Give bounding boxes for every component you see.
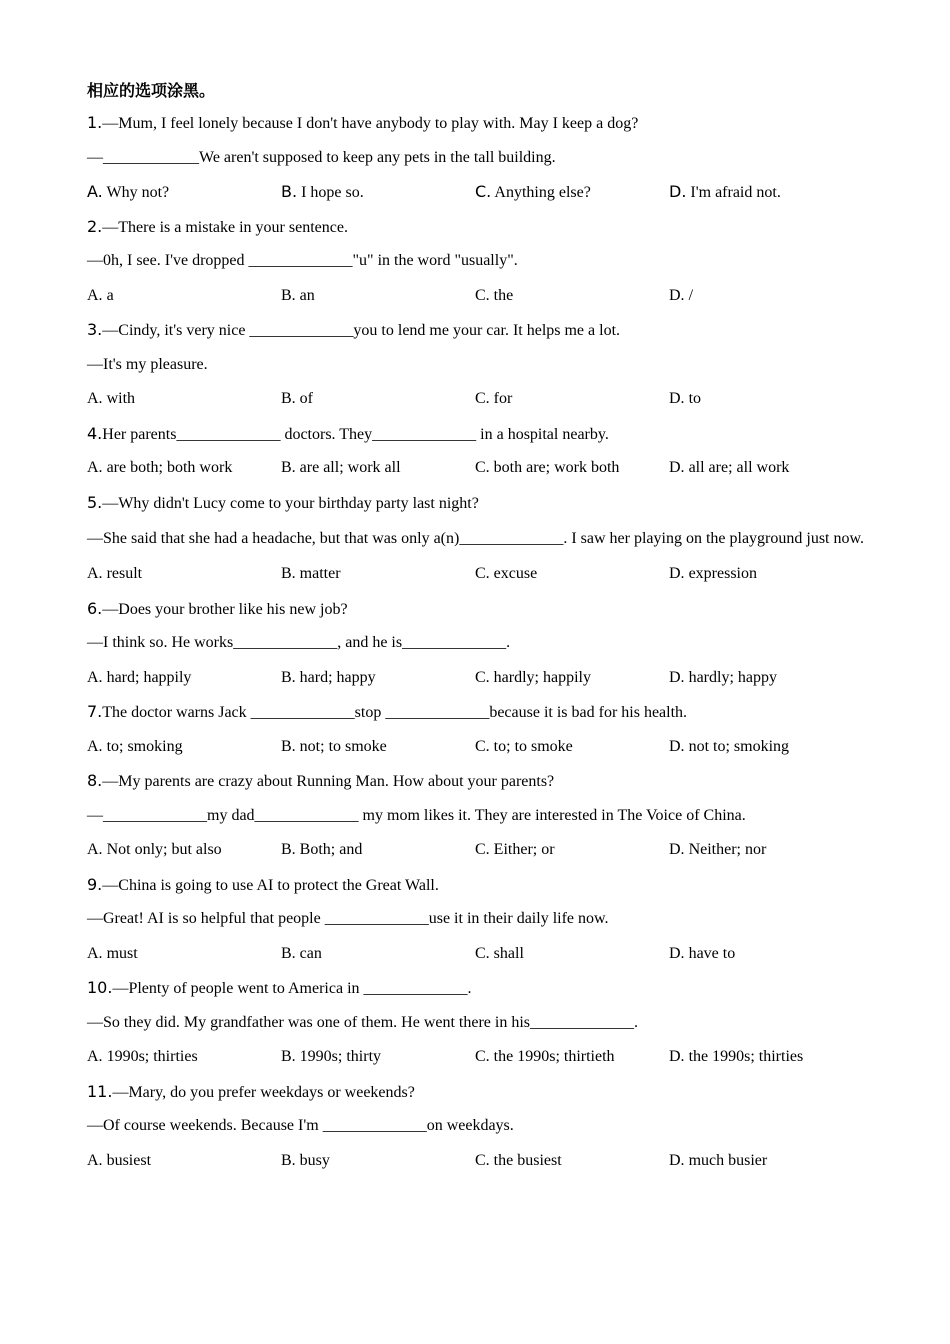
option-text: the 1990s; thirties [688, 1048, 804, 1065]
option-a[interactable] [87, 382, 281, 417]
option-b[interactable] [281, 1040, 475, 1075]
option-text: of [299, 390, 313, 407]
option-c[interactable] [475, 937, 669, 972]
option-letter: D. [669, 737, 685, 755]
options-row [87, 279, 877, 314]
question-text: —There is a mistake in your sentence. [102, 218, 348, 236]
question-number: 9. [87, 874, 103, 894]
question-text: —Why didn't Lucy come to your birthday party last night? [102, 494, 479, 512]
question-number: 7. [87, 702, 103, 721]
option-d[interactable] [669, 730, 789, 765]
option-letter: A. [87, 390, 103, 407]
option-text: busiest [106, 1151, 152, 1169]
option-c[interactable] [475, 1040, 669, 1075]
option-text: Both; and [299, 841, 363, 858]
option-letter: C. [475, 1048, 490, 1065]
option-text: much busier [688, 1151, 768, 1169]
question-10 [87, 971, 877, 1075]
question-6 [87, 592, 877, 696]
option-text: result [106, 565, 143, 582]
question-line [87, 486, 877, 521]
option-c[interactable] [475, 175, 669, 210]
question-line [87, 764, 877, 799]
option-letter: B. [281, 944, 296, 962]
option-b[interactable] [281, 557, 475, 592]
option-text: all are; all work [688, 459, 790, 476]
question-text: —My parents are crazy about Running Man. How about your parents? [102, 773, 555, 790]
option-d[interactable] [669, 382, 701, 417]
question-5 [87, 486, 877, 592]
question-text: The doctor warns Jack _____________stop _____________because it is bad for his health. [102, 704, 688, 721]
question-text: —So they did. My grandfather was one of them. He went there in his_____________. [87, 1013, 639, 1031]
option-letter: B. [281, 668, 296, 686]
option-d[interactable] [669, 937, 735, 972]
option-letter: D. [669, 944, 685, 962]
option-a[interactable] [87, 730, 281, 765]
question-line [87, 902, 877, 937]
question-number: 1. [87, 113, 103, 132]
document-page [87, 76, 877, 1178]
question-line [87, 244, 877, 279]
question-number: 11. [87, 1081, 113, 1101]
question-4 [87, 417, 877, 486]
question-8 [87, 764, 877, 868]
options-row [87, 175, 877, 210]
option-text: the 1990s; thirtieth [493, 1048, 615, 1065]
option-d[interactable] [669, 557, 757, 592]
option-a[interactable] [87, 937, 281, 972]
option-text: can [299, 944, 322, 962]
option-c[interactable] [475, 382, 669, 417]
question-line [87, 592, 877, 627]
option-c[interactable] [475, 730, 669, 765]
options-row [87, 557, 877, 592]
option-d[interactable] [669, 833, 766, 868]
option-letter: A. [87, 944, 103, 962]
option-a[interactable] [87, 451, 281, 486]
question-7 [87, 695, 877, 764]
question-line [87, 626, 877, 661]
question-number: 3. [87, 320, 103, 339]
question-line [87, 417, 877, 452]
option-b[interactable] [281, 937, 475, 972]
question-text: —Great! AI is so helpful that people _____________use it in their daily life now. [87, 910, 609, 927]
option-letter: B. [281, 182, 298, 201]
option-d[interactable] [669, 451, 789, 486]
option-text: to; to smoke [493, 737, 573, 755]
option-b[interactable] [281, 279, 475, 314]
option-a[interactable] [87, 833, 281, 868]
option-letter: B. [281, 390, 296, 407]
option-b[interactable] [281, 1144, 475, 1179]
question-text: —Mary, do you prefer weekdays or weekends? [112, 1083, 415, 1101]
option-a[interactable] [87, 1144, 281, 1179]
option-text: hardly; happily [493, 668, 591, 686]
question-text: —_____________my dad_____________ my mom likes it. They are interested in The Voice of China. [87, 806, 746, 824]
option-letter: B. [281, 737, 296, 755]
option-letter: B. [281, 459, 296, 476]
section-instruction: 相应的选项涂黑。 [87, 81, 216, 100]
option-d[interactable] [669, 1040, 803, 1075]
option-text: must [106, 944, 138, 962]
option-text: the [493, 286, 514, 304]
option-b[interactable] [281, 451, 475, 486]
question-text: —0h, I see. I've dropped _____________"u" in the word "usually". [87, 252, 518, 269]
option-letter: A. [87, 565, 103, 582]
option-letter: A. [87, 1048, 103, 1065]
option-letter: A. [87, 459, 103, 476]
option-letter: A. [87, 668, 103, 686]
option-a[interactable] [87, 661, 281, 696]
option-text: expression [688, 565, 757, 582]
question-text: —Cindy, it's very nice _____________you to lend me your car. It helps me a lot. [102, 322, 621, 339]
option-b[interactable] [281, 382, 475, 417]
options-row [87, 937, 877, 972]
option-letter: C. [475, 668, 490, 686]
option-text: Why not? [106, 184, 170, 201]
option-text: an [299, 286, 315, 304]
option-letter: D. [669, 390, 685, 407]
option-d[interactable] [669, 175, 781, 210]
option-text: not; to smoke [299, 737, 387, 755]
option-letter: D. [669, 1151, 685, 1169]
question-line [87, 141, 877, 176]
option-letter: D. [669, 459, 685, 476]
option-text: 1990s; thirties [106, 1048, 198, 1065]
option-text: not to; smoking [688, 737, 790, 755]
option-letter: C. [475, 286, 490, 304]
option-text: hard; happily [106, 668, 192, 686]
option-text: matter [299, 565, 341, 582]
option-d[interactable] [669, 1144, 767, 1179]
question-number: 5. [87, 492, 103, 512]
option-text: the busiest [493, 1151, 562, 1169]
options-row [87, 833, 877, 868]
option-letter: A. [87, 737, 103, 755]
option-letter: C. [475, 459, 490, 476]
question-line [87, 799, 877, 834]
option-text: a [106, 286, 114, 304]
option-letter: A. [87, 841, 103, 858]
option-c[interactable] [475, 833, 669, 868]
option-text: have to [688, 944, 736, 962]
option-b[interactable] [281, 730, 475, 765]
option-a[interactable] [87, 175, 281, 210]
option-text: shall [493, 944, 524, 962]
option-text: are both; both work [106, 459, 233, 476]
question-3 [87, 313, 877, 417]
question-text: —China is going to use AI to protect the Great Wall. [102, 876, 439, 894]
question-number: 2. [87, 216, 103, 236]
question-line [87, 520, 877, 557]
option-letter: C. [475, 182, 492, 201]
option-text: with [106, 390, 136, 407]
question-number: 10. [87, 978, 113, 997]
option-letter: A. [87, 286, 103, 304]
question-line [87, 1006, 877, 1041]
option-text: / [688, 286, 694, 304]
option-letter: B. [281, 841, 296, 858]
option-text: Neither; nor [688, 841, 767, 858]
question-line [87, 868, 877, 903]
option-text: hardly; happy [688, 668, 777, 686]
option-c[interactable] [475, 1144, 669, 1179]
question-line [87, 971, 877, 1006]
question-text: Her parents_____________ doctors. They_____________ in a hospital nearby. [102, 425, 609, 443]
option-d[interactable] [669, 661, 777, 696]
question-number: 6. [87, 598, 103, 618]
option-a[interactable] [87, 557, 281, 592]
option-letter: A. [87, 182, 103, 201]
question-line [87, 695, 877, 730]
option-letter: B. [281, 565, 296, 582]
option-letter: B. [281, 1151, 296, 1169]
question-text: —Plenty of people went to America in _____________. [112, 980, 472, 997]
option-text: Either; or [493, 841, 555, 858]
question-number: 8. [87, 771, 103, 790]
question-line [87, 1109, 877, 1144]
option-text: hard; happy [299, 668, 376, 686]
option-c[interactable] [475, 279, 669, 314]
question-text: —____________We aren't supposed to keep any pets in the tall building. [87, 148, 556, 166]
option-letter: D. [669, 286, 685, 304]
options-row [87, 661, 877, 696]
option-letter: C. [475, 565, 490, 582]
question-2 [87, 210, 877, 314]
question-9 [87, 868, 877, 972]
option-text: I'm afraid not. [690, 184, 781, 201]
question-text: —Does your brother like his new job? [102, 600, 348, 618]
option-text: both are; work both [493, 459, 620, 476]
option-letter: C. [475, 390, 490, 407]
option-a[interactable] [87, 279, 281, 314]
option-a[interactable] [87, 1040, 281, 1075]
option-text: excuse [493, 565, 538, 582]
option-letter: D. [669, 565, 685, 582]
question-line [87, 210, 877, 245]
question-number: 4. [87, 423, 103, 443]
question-text: —Mum, I feel lonely because I don't have anybody to play with. May I keep a dog? [102, 115, 639, 132]
options-row [87, 382, 877, 417]
question-text: —I think so. He works_____________, and he is_____________. [87, 634, 511, 651]
option-letter: C. [475, 944, 490, 962]
option-letter: D. [669, 668, 685, 686]
option-b[interactable] [281, 661, 475, 696]
option-text: Anything else? [494, 184, 591, 201]
option-text: are all; work all [299, 459, 401, 476]
option-letter: C. [475, 737, 490, 755]
option-letter: D. [669, 182, 687, 201]
option-d[interactable] [669, 279, 693, 314]
option-c[interactable] [475, 451, 669, 486]
question-text: —It's my pleasure. [87, 355, 208, 373]
option-letter: A. [87, 1151, 103, 1169]
options-row [87, 451, 877, 486]
option-text: to [688, 390, 702, 407]
option-letter: C. [475, 841, 490, 858]
option-b[interactable] [281, 833, 475, 868]
option-letter: B. [281, 1048, 296, 1065]
question-text: —Of course weekends. Because I'm _____________on weekdays. [87, 1117, 514, 1134]
option-letter: D. [669, 841, 685, 858]
option-b[interactable] [281, 175, 475, 210]
option-letter: C. [475, 1151, 490, 1169]
question-list [87, 106, 877, 1178]
options-row [87, 1144, 877, 1179]
question-line [87, 313, 877, 348]
question-line [87, 348, 877, 383]
option-text: to; smoking [106, 737, 183, 755]
question-line [87, 1075, 877, 1110]
options-row [87, 1040, 877, 1075]
option-text: busy [299, 1151, 330, 1169]
option-c[interactable] [475, 661, 669, 696]
question-1 [87, 106, 877, 210]
option-text: for [493, 390, 513, 407]
option-text: 1990s; thirty [299, 1048, 382, 1065]
option-text: I hope so. [301, 184, 364, 201]
question-11 [87, 1075, 877, 1179]
question-line [87, 106, 877, 141]
options-row [87, 730, 877, 765]
question-text: —She said that she had a headache, but that was only a(n)_____________. I saw her playing on the playground just now. [87, 530, 865, 547]
option-letter: B. [281, 286, 296, 304]
option-text: Not only; but also [106, 841, 222, 858]
option-c[interactable] [475, 557, 669, 592]
option-letter: D. [669, 1048, 685, 1065]
